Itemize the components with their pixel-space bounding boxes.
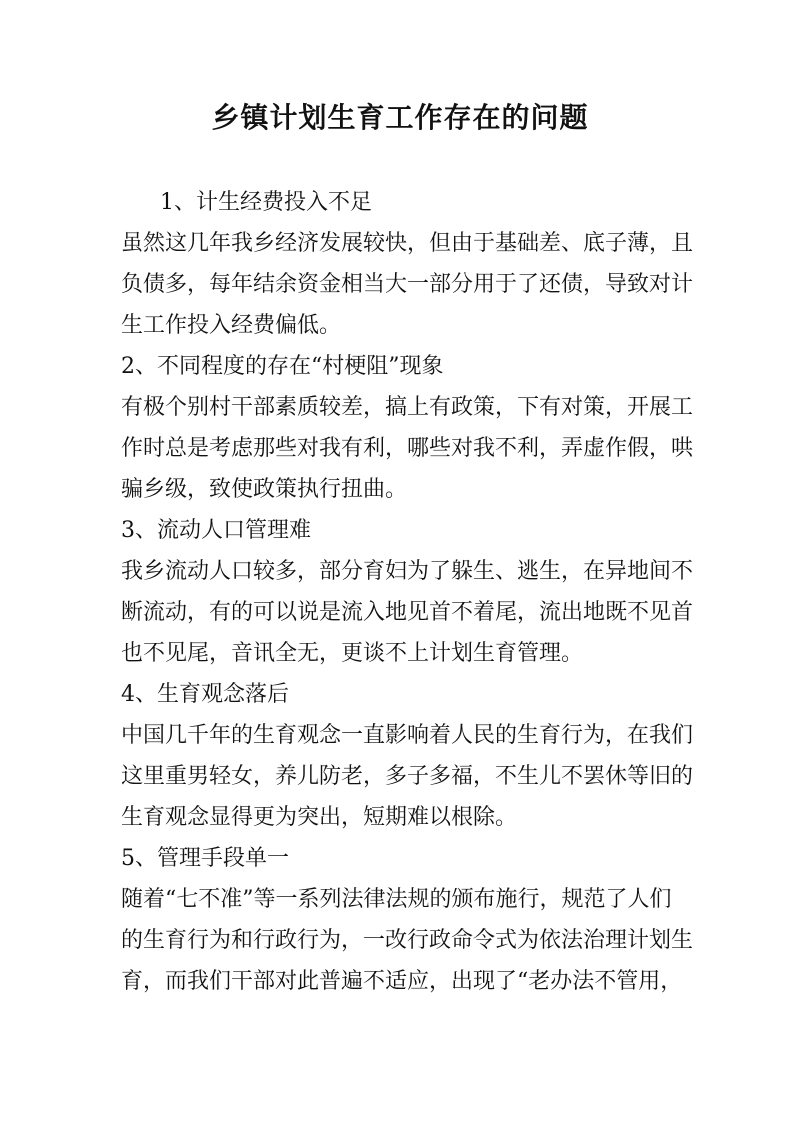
paragraph-line: 生工作投入经费偏低。 (121, 313, 342, 338)
section-heading-3: 3、流动人口管理难 (121, 518, 311, 543)
document-title: 乡镇计划生育工作存在的问题 (211, 101, 589, 134)
paragraph-line: 的生育行为和行政行为，一改行政命令式为依法治理计划生 (121, 928, 694, 953)
paragraph-line: 育，而我们干部对此普遍不适应，出现了“老办法不管用， (121, 969, 683, 994)
section-heading-5: 5、管理手段单一 (121, 846, 289, 871)
paragraph-line: 骗乡级，致使政策执行扭曲。 (121, 477, 408, 502)
paragraph-line: 断流动，有的可以说是流入地见首不着尾，流出地既不见首 (121, 600, 694, 625)
paragraph-line: 中国几千年的生育观念一直影响着人民的生育行为，在我们 (121, 723, 694, 748)
paragraph-line: 这里重男轻女，养儿防老，多子多福，不生儿不罢休等旧的 (121, 764, 694, 789)
paragraph-line: 也不见尾，音讯全无，更谈不上计划生育管理。 (121, 641, 584, 666)
section-heading-2: 2、不同程度的存在“村梗阻”现象 (121, 354, 444, 379)
paragraph-line: 作时总是考虑那些对我有利，哪些对我不利，弄虚作假，哄 (121, 436, 694, 461)
paragraph-line: 随着“七不准”等一系列法律法规的颁布施行，规范了人们 (121, 887, 672, 912)
section-heading-1: 1、计生经费投入不足 (160, 190, 372, 215)
paragraph-line: 我乡流动人口较多，部分育妇为了躲生、逃生，在异地间不 (121, 559, 694, 584)
paragraph-line: 虽然这几年我乡经济发展较快，但由于基础差、底子薄，且 (121, 231, 694, 256)
paragraph-line: 负债多，每年结余资金相当大一部分用于了还债，导致对计 (121, 272, 694, 297)
paragraph-line: 生育观念显得更为突出，短期难以根除。 (121, 805, 518, 830)
section-heading-4: 4、生育观念落后 (121, 682, 289, 707)
paragraph-line: 有极个别村干部素质较差，搞上有政策，下有对策，开展工 (121, 395, 694, 420)
